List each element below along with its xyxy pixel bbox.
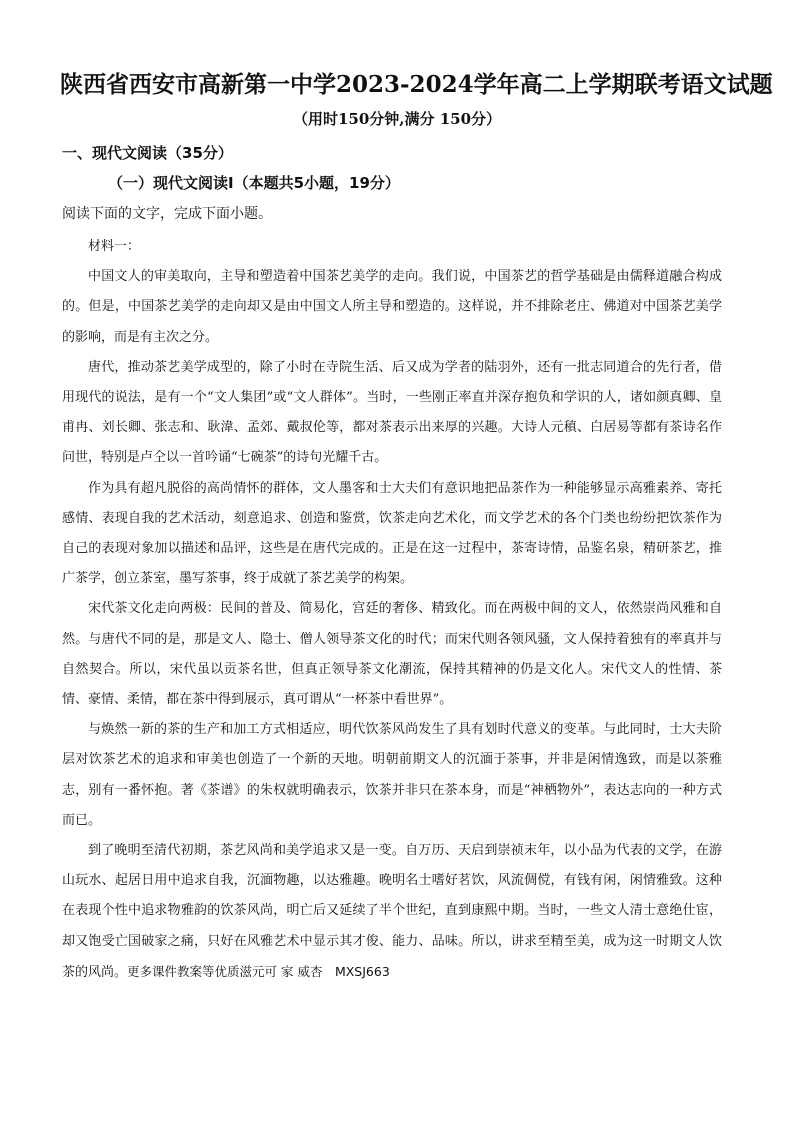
- paragraph: 与焕然一新的茶的生产和加工方式相适应，明代饮茶风尚发生了具有划时代意义的变革。与此同时，士大夫阶层对饮茶艺术的追求和审美也创造了一个新的天地。明朝前期文人的沉湎于茶事，并非是闲情逸致，而是以茶雅志，别有一番怀抱。著《茶谱》的朱权就明确表示，饮茶并非只在茶本身，而是“神栖物外”，表达志向的一种方式而已。: [62, 722, 722, 828]
- subsection-heading: （一）现代文阅读Ⅰ（本题共5小题，19分）: [108, 174, 400, 192]
- section-heading: 一、现代文阅读（35分）: [62, 144, 233, 162]
- paragraph: 中国文人的审美取向，主导和塑造着中国茶艺美学的走向。我们说，中国茶艺的哲学基础是由儒释道融合构成的。但是，中国茶艺美学的走向却又是由中国文人所主导和塑造的。这样说，并不排除老庄、佛道对中国茶艺美学的影响，而是有主次之分。: [62, 269, 722, 345]
- paragraph: 作为具有超凡脱俗的高尚情怀的群体，文人墨客和士大夫们有意识地把品茶作为一种能够显示高雅素养、寄托感情、表现自我的艺术活动，刻意追求、创造和鉴赏，饮茶走向艺术化，而文学艺术的各个门类也纷纷把饮茶作为自己的表现对象加以描述和品评，这些是在唐代完成的。正是在这一过程中，茶寄诗情，品鉴名泉，精研茶艺，推广茶学，创立茶室，墨写茶事，终于成就了茶艺美学的构架。: [62, 480, 722, 587]
- ad-watermark-text: 更多课件教案等优质滋元可 家 威杏 MXSJ663: [127, 963, 390, 979]
- paragraph-text: 到了晚明至清代初期，茶艺风尚和美学追求又是一变。自万历、天启到崇祯末年，以小品为代表的文学，在游山玩水、起居日用中追求自我，沉湎物趣，以达雅趣。晚明名士嗜好茗饮，风流倜傥，有钱有闲，闲情雅致。这种在表现个性中追求物雅韵的饮茶风尚，明亡后又延续了半个世纪，直到康熙中期。当时，一些文人清士意绝仕宦，却又饱受亡国破家之痛，只好在风雅艺术中显示其才俊、能力、品味。所以，讲求至精至美，成为这一时期文人饮茶的风尚。: [62, 843, 722, 980]
- exam-time-score: （用时150分钟,满分 150分）: [292, 110, 502, 128]
- paragraph-with-ad: [62, 836, 722, 988]
- reading-instruction: 阅读下面的文字，完成下面小题。: [62, 206, 272, 222]
- article-body: [62, 232, 722, 988]
- material-label: 材料一：: [88, 239, 141, 254]
- paragraph: 宋代茶文化走向两极：民间的普及、简易化，宫廷的奢侈、精致化。而在两极中间的文人，依然崇尚风雅和自然。与唐代不同的是，那是文人、隐士、僧人领导茶文化的时代；而宋代则各领风骚，文人保持着独有的率真并与自然契合。所以，宋代虽以贡茶名世，但真正领导茶文化潮流，保持其精神的仍是文化人。宋代文人的性情、茶情、豪情、柔情，都在茶中得到展示，真可谓从“一杯茶中看世界”。: [62, 601, 722, 708]
- paragraph: 唐代，推动茶艺美学成型的，除了小时在寺院生活、后又成为学者的陆羽外，还有一批志同道合的先行者，借用现代的说法，是有一个“文人集团”或“文人群体”。当时，一些刚正率直并深存抱负和学识的人，诸如颜真卿、皇甫冉、刘长卿、张志和、耿湋、孟郊、戴叔伦等，都对茶表示出来厚的兴趣。大诗人元稹、白居易等都有茶诗名作问世，特别是卢仝以一首吟诵“七碗茶”的诗句光耀千古。: [62, 359, 722, 466]
- document-title: 陕西省西安市高新第一中学2023-2024学年高二上学期联考语文试题: [60, 71, 773, 98]
